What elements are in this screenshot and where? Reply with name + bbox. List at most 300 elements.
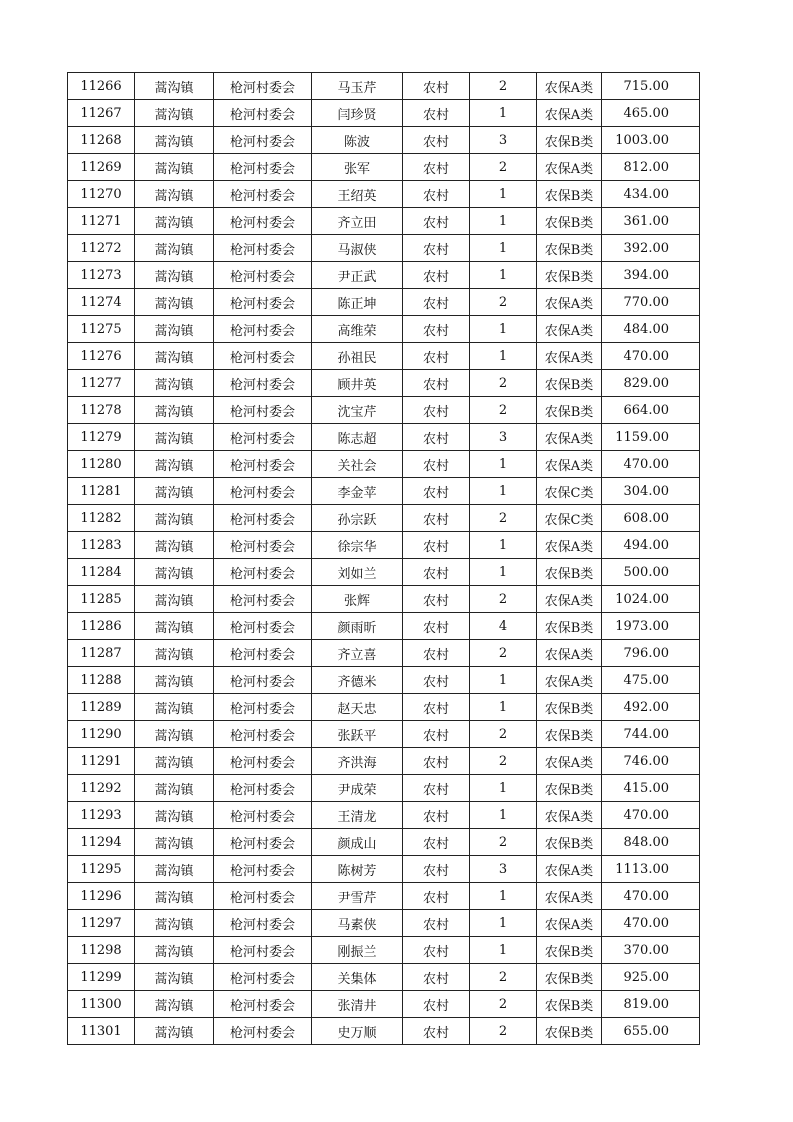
table-row — [68, 262, 700, 289]
town-cell: 蒿沟镇 — [135, 586, 214, 613]
id-cell: 11271 — [68, 208, 135, 235]
name-cell: 沈宝芹 — [312, 397, 403, 424]
area-cell: 农村 — [403, 1018, 470, 1045]
committee-cell: 枪河村委会 — [214, 532, 312, 559]
area-cell: 农村 — [403, 532, 470, 559]
committee-cell: 枪河村委会 — [214, 586, 312, 613]
amount-cell: 1003.00 — [602, 127, 700, 154]
area-cell: 农村 — [403, 262, 470, 289]
table-row — [68, 613, 700, 640]
name-cell: 关社会 — [312, 451, 403, 478]
household-count-cell: 1 — [470, 100, 537, 127]
household-count-cell: 2 — [470, 748, 537, 775]
committee-cell: 枪河村委会 — [214, 289, 312, 316]
category-cell: 农保A类 — [537, 154, 602, 181]
area-cell: 农村 — [403, 613, 470, 640]
name-cell: 刘如兰 — [312, 559, 403, 586]
name-cell: 孙祖民 — [312, 343, 403, 370]
household-count-cell: 2 — [470, 964, 537, 991]
committee-cell: 枪河村委会 — [214, 73, 312, 100]
id-cell: 11292 — [68, 775, 135, 802]
name-cell: 尹正武 — [312, 262, 403, 289]
town-cell: 蒿沟镇 — [135, 424, 214, 451]
amount-cell: 500.00 — [602, 559, 700, 586]
category-cell: 农保B类 — [537, 613, 602, 640]
town-cell: 蒿沟镇 — [135, 316, 214, 343]
category-cell: 农保A类 — [537, 343, 602, 370]
town-cell: 蒿沟镇 — [135, 937, 214, 964]
table-row — [68, 100, 700, 127]
category-cell: 农保B类 — [537, 181, 602, 208]
id-cell: 11266 — [68, 73, 135, 100]
town-cell: 蒿沟镇 — [135, 991, 214, 1018]
id-cell: 11279 — [68, 424, 135, 451]
committee-cell: 枪河村委会 — [214, 721, 312, 748]
name-cell: 孙宗跃 — [312, 505, 403, 532]
amount-cell: 1113.00 — [602, 856, 700, 883]
name-cell: 马淑侠 — [312, 235, 403, 262]
household-count-cell: 3 — [470, 856, 537, 883]
household-count-cell: 1 — [470, 694, 537, 721]
name-cell: 齐立喜 — [312, 640, 403, 667]
name-cell: 颜成山 — [312, 829, 403, 856]
town-cell: 蒿沟镇 — [135, 802, 214, 829]
category-cell: 农保A类 — [537, 883, 602, 910]
amount-cell: 796.00 — [602, 640, 700, 667]
area-cell: 农村 — [403, 856, 470, 883]
category-cell: 农保B类 — [537, 829, 602, 856]
committee-cell: 枪河村委会 — [214, 181, 312, 208]
committee-cell: 枪河村委会 — [214, 856, 312, 883]
table-row — [68, 586, 700, 613]
name-cell: 齐德米 — [312, 667, 403, 694]
committee-cell: 枪河村委会 — [214, 910, 312, 937]
household-count-cell: 4 — [470, 613, 537, 640]
town-cell: 蒿沟镇 — [135, 289, 214, 316]
table-row — [68, 343, 700, 370]
table-row — [68, 937, 700, 964]
household-count-cell: 1 — [470, 937, 537, 964]
area-cell: 农村 — [403, 451, 470, 478]
table-row — [68, 694, 700, 721]
area-cell: 农村 — [403, 73, 470, 100]
table-row — [68, 559, 700, 586]
committee-cell: 枪河村委会 — [214, 559, 312, 586]
id-cell: 11288 — [68, 667, 135, 694]
category-cell: 农保B类 — [537, 721, 602, 748]
household-count-cell: 2 — [470, 991, 537, 1018]
id-cell: 11300 — [68, 991, 135, 1018]
household-count-cell: 1 — [470, 235, 537, 262]
committee-cell: 枪河村委会 — [214, 343, 312, 370]
name-cell: 史万顺 — [312, 1018, 403, 1045]
town-cell: 蒿沟镇 — [135, 397, 214, 424]
category-cell: 农保A类 — [537, 667, 602, 694]
household-count-cell: 2 — [470, 1018, 537, 1045]
name-cell: 尹雪芹 — [312, 883, 403, 910]
town-cell: 蒿沟镇 — [135, 73, 214, 100]
area-cell: 农村 — [403, 289, 470, 316]
household-count-cell: 2 — [470, 829, 537, 856]
id-cell: 11273 — [68, 262, 135, 289]
amount-cell: 664.00 — [602, 397, 700, 424]
table-row — [68, 532, 700, 559]
table-row — [68, 289, 700, 316]
name-cell: 李金苹 — [312, 478, 403, 505]
area-cell: 农村 — [403, 667, 470, 694]
area-cell: 农村 — [403, 586, 470, 613]
amount-cell: 829.00 — [602, 370, 700, 397]
amount-cell: 812.00 — [602, 154, 700, 181]
household-count-cell: 1 — [470, 316, 537, 343]
committee-cell: 枪河村委会 — [214, 451, 312, 478]
town-cell: 蒿沟镇 — [135, 721, 214, 748]
committee-cell: 枪河村委会 — [214, 640, 312, 667]
id-cell: 11284 — [68, 559, 135, 586]
table-row — [68, 451, 700, 478]
table-row — [68, 1018, 700, 1045]
table-row — [68, 424, 700, 451]
category-cell: 农保B类 — [537, 559, 602, 586]
table-row — [68, 991, 700, 1018]
area-cell: 农村 — [403, 802, 470, 829]
category-cell: 农保B类 — [537, 694, 602, 721]
area-cell: 农村 — [403, 829, 470, 856]
amount-cell: 394.00 — [602, 262, 700, 289]
area-cell: 农村 — [403, 235, 470, 262]
area-cell: 农村 — [403, 478, 470, 505]
id-cell: 11290 — [68, 721, 135, 748]
household-count-cell: 1 — [470, 208, 537, 235]
area-cell: 农村 — [403, 694, 470, 721]
category-cell: 农保B类 — [537, 235, 602, 262]
table-row — [68, 640, 700, 667]
category-cell: 农保B类 — [537, 208, 602, 235]
committee-cell: 枪河村委会 — [214, 1018, 312, 1045]
town-cell: 蒿沟镇 — [135, 532, 214, 559]
household-count-cell: 1 — [470, 559, 537, 586]
amount-cell: 925.00 — [602, 964, 700, 991]
table-row — [68, 775, 700, 802]
id-cell: 11278 — [68, 397, 135, 424]
area-cell: 农村 — [403, 100, 470, 127]
committee-cell: 枪河村委会 — [214, 397, 312, 424]
amount-cell: 1024.00 — [602, 586, 700, 613]
amount-cell: 415.00 — [602, 775, 700, 802]
amount-cell: 304.00 — [602, 478, 700, 505]
table-row — [68, 235, 700, 262]
category-cell: 农保A类 — [537, 316, 602, 343]
town-cell: 蒿沟镇 — [135, 883, 214, 910]
household-count-cell: 2 — [470, 154, 537, 181]
town-cell: 蒿沟镇 — [135, 451, 214, 478]
amount-cell: 819.00 — [602, 991, 700, 1018]
area-cell: 农村 — [403, 775, 470, 802]
name-cell: 王清龙 — [312, 802, 403, 829]
category-cell: 农保B类 — [537, 397, 602, 424]
amount-cell: 470.00 — [602, 910, 700, 937]
category-cell: 农保A类 — [537, 856, 602, 883]
table-row — [68, 316, 700, 343]
household-count-cell: 1 — [470, 775, 537, 802]
household-count-cell: 2 — [470, 370, 537, 397]
committee-cell: 枪河村委会 — [214, 667, 312, 694]
table-row — [68, 667, 700, 694]
id-cell: 11289 — [68, 694, 135, 721]
amount-cell: 465.00 — [602, 100, 700, 127]
committee-cell: 枪河村委会 — [214, 208, 312, 235]
name-cell: 张辉 — [312, 586, 403, 613]
committee-cell: 枪河村委会 — [214, 127, 312, 154]
amount-cell: 744.00 — [602, 721, 700, 748]
town-cell: 蒿沟镇 — [135, 208, 214, 235]
area-cell: 农村 — [403, 964, 470, 991]
id-cell: 11296 — [68, 883, 135, 910]
name-cell: 张清井 — [312, 991, 403, 1018]
committee-cell: 枪河村委会 — [214, 883, 312, 910]
id-cell: 11283 — [68, 532, 135, 559]
town-cell: 蒿沟镇 — [135, 343, 214, 370]
amount-cell: 434.00 — [602, 181, 700, 208]
name-cell: 齐立田 — [312, 208, 403, 235]
town-cell: 蒿沟镇 — [135, 262, 214, 289]
id-cell: 11286 — [68, 613, 135, 640]
household-count-cell: 2 — [470, 586, 537, 613]
id-cell: 11269 — [68, 154, 135, 181]
table-body — [68, 73, 700, 1045]
id-cell: 11276 — [68, 343, 135, 370]
town-cell: 蒿沟镇 — [135, 964, 214, 991]
name-cell: 徐宗华 — [312, 532, 403, 559]
amount-cell: 470.00 — [602, 451, 700, 478]
committee-cell: 枪河村委会 — [214, 100, 312, 127]
table-row — [68, 964, 700, 991]
table-row — [68, 829, 700, 856]
committee-cell: 枪河村委会 — [214, 991, 312, 1018]
household-count-cell: 2 — [470, 73, 537, 100]
category-cell: 农保A类 — [537, 73, 602, 100]
category-cell: 农保A类 — [537, 748, 602, 775]
household-count-cell: 1 — [470, 532, 537, 559]
name-cell: 闫珍贤 — [312, 100, 403, 127]
household-count-cell: 2 — [470, 505, 537, 532]
area-cell: 农村 — [403, 316, 470, 343]
name-cell: 陈志超 — [312, 424, 403, 451]
household-count-cell: 1 — [470, 883, 537, 910]
committee-cell: 枪河村委会 — [214, 505, 312, 532]
household-count-cell: 2 — [470, 397, 537, 424]
town-cell: 蒿沟镇 — [135, 127, 214, 154]
id-cell: 11293 — [68, 802, 135, 829]
id-cell: 11277 — [68, 370, 135, 397]
area-cell: 农村 — [403, 397, 470, 424]
category-cell: 农保B类 — [537, 964, 602, 991]
area-cell: 农村 — [403, 991, 470, 1018]
name-cell: 颜雨昕 — [312, 613, 403, 640]
area-cell: 农村 — [403, 154, 470, 181]
area-cell: 农村 — [403, 127, 470, 154]
name-cell: 马玉芹 — [312, 73, 403, 100]
amount-cell: 1159.00 — [602, 424, 700, 451]
committee-cell: 枪河村委会 — [214, 937, 312, 964]
amount-cell: 848.00 — [602, 829, 700, 856]
town-cell: 蒿沟镇 — [135, 856, 214, 883]
id-cell: 11281 — [68, 478, 135, 505]
category-cell: 农保C类 — [537, 505, 602, 532]
id-cell: 11268 — [68, 127, 135, 154]
area-cell: 农村 — [403, 721, 470, 748]
town-cell: 蒿沟镇 — [135, 748, 214, 775]
household-count-cell: 2 — [470, 721, 537, 748]
name-cell: 张军 — [312, 154, 403, 181]
category-cell: 农保A类 — [537, 100, 602, 127]
category-cell: 农保A类 — [537, 532, 602, 559]
category-cell: 农保A类 — [537, 451, 602, 478]
household-count-cell: 3 — [470, 127, 537, 154]
household-count-cell: 1 — [470, 343, 537, 370]
amount-cell: 494.00 — [602, 532, 700, 559]
town-cell: 蒿沟镇 — [135, 235, 214, 262]
town-cell: 蒿沟镇 — [135, 613, 214, 640]
household-count-cell: 1 — [470, 262, 537, 289]
category-cell: 农保A类 — [537, 910, 602, 937]
committee-cell: 枪河村委会 — [214, 613, 312, 640]
town-cell: 蒿沟镇 — [135, 505, 214, 532]
id-cell: 11299 — [68, 964, 135, 991]
household-count-cell: 1 — [470, 451, 537, 478]
household-count-cell: 1 — [470, 667, 537, 694]
name-cell: 陈正坤 — [312, 289, 403, 316]
category-cell: 农保A类 — [537, 802, 602, 829]
category-cell: 农保A类 — [537, 289, 602, 316]
table-row — [68, 856, 700, 883]
category-cell: 农保A类 — [537, 640, 602, 667]
amount-cell: 608.00 — [602, 505, 700, 532]
area-cell: 农村 — [403, 559, 470, 586]
area-cell: 农村 — [403, 937, 470, 964]
amount-cell: 370.00 — [602, 937, 700, 964]
household-count-cell: 1 — [470, 910, 537, 937]
category-cell: 农保C类 — [537, 478, 602, 505]
committee-cell: 枪河村委会 — [214, 370, 312, 397]
name-cell: 高维荣 — [312, 316, 403, 343]
town-cell: 蒿沟镇 — [135, 694, 214, 721]
town-cell: 蒿沟镇 — [135, 154, 214, 181]
id-cell: 11274 — [68, 289, 135, 316]
category-cell: 农保B类 — [537, 370, 602, 397]
amount-cell: 470.00 — [602, 883, 700, 910]
area-cell: 农村 — [403, 370, 470, 397]
table-row — [68, 397, 700, 424]
table-row — [68, 181, 700, 208]
committee-cell: 枪河村委会 — [214, 154, 312, 181]
town-cell: 蒿沟镇 — [135, 640, 214, 667]
amount-cell: 1973.00 — [602, 613, 700, 640]
name-cell: 尹成荣 — [312, 775, 403, 802]
name-cell: 齐洪海 — [312, 748, 403, 775]
id-cell: 11294 — [68, 829, 135, 856]
id-cell: 11267 — [68, 100, 135, 127]
town-cell: 蒿沟镇 — [135, 478, 214, 505]
town-cell: 蒿沟镇 — [135, 910, 214, 937]
amount-cell: 715.00 — [602, 73, 700, 100]
id-cell: 11270 — [68, 181, 135, 208]
table-row — [68, 154, 700, 181]
id-cell: 11301 — [68, 1018, 135, 1045]
category-cell: 农保B类 — [537, 937, 602, 964]
amount-cell: 484.00 — [602, 316, 700, 343]
household-count-cell: 1 — [470, 478, 537, 505]
committee-cell: 枪河村委会 — [214, 802, 312, 829]
id-cell: 11272 — [68, 235, 135, 262]
household-count-cell: 3 — [470, 424, 537, 451]
area-cell: 农村 — [403, 883, 470, 910]
id-cell: 11282 — [68, 505, 135, 532]
town-cell: 蒿沟镇 — [135, 370, 214, 397]
committee-cell: 枪河村委会 — [214, 694, 312, 721]
committee-cell: 枪河村委会 — [214, 316, 312, 343]
name-cell: 关集体 — [312, 964, 403, 991]
amount-cell: 492.00 — [602, 694, 700, 721]
id-cell: 11280 — [68, 451, 135, 478]
table-row — [68, 478, 700, 505]
amount-cell: 361.00 — [602, 208, 700, 235]
town-cell: 蒿沟镇 — [135, 181, 214, 208]
amount-cell: 475.00 — [602, 667, 700, 694]
id-cell: 11298 — [68, 937, 135, 964]
id-cell: 11297 — [68, 910, 135, 937]
category-cell: 农保B类 — [537, 262, 602, 289]
household-count-cell: 1 — [470, 802, 537, 829]
table-row — [68, 370, 700, 397]
area-cell: 农村 — [403, 343, 470, 370]
category-cell: 农保B类 — [537, 991, 602, 1018]
data-table — [67, 72, 700, 1045]
town-cell: 蒿沟镇 — [135, 775, 214, 802]
committee-cell: 枪河村委会 — [214, 829, 312, 856]
name-cell: 马素侠 — [312, 910, 403, 937]
name-cell: 陈树芳 — [312, 856, 403, 883]
table-row — [68, 73, 700, 100]
id-cell: 11291 — [68, 748, 135, 775]
table-row — [68, 748, 700, 775]
area-cell: 农村 — [403, 424, 470, 451]
name-cell: 刚振兰 — [312, 937, 403, 964]
committee-cell: 枪河村委会 — [214, 262, 312, 289]
area-cell: 农村 — [403, 748, 470, 775]
category-cell: 农保B类 — [537, 775, 602, 802]
name-cell: 赵天忠 — [312, 694, 403, 721]
category-cell: 农保B类 — [537, 127, 602, 154]
id-cell: 11295 — [68, 856, 135, 883]
amount-cell: 770.00 — [602, 289, 700, 316]
committee-cell: 枪河村委会 — [214, 748, 312, 775]
committee-cell: 枪河村委会 — [214, 235, 312, 262]
id-cell: 11275 — [68, 316, 135, 343]
category-cell: 农保A类 — [537, 586, 602, 613]
table-row — [68, 721, 700, 748]
household-count-cell: 2 — [470, 289, 537, 316]
area-cell: 农村 — [403, 181, 470, 208]
id-cell: 11285 — [68, 586, 135, 613]
committee-cell: 枪河村委会 — [214, 478, 312, 505]
committee-cell: 枪河村委会 — [214, 424, 312, 451]
area-cell: 农村 — [403, 505, 470, 532]
area-cell: 农村 — [403, 640, 470, 667]
area-cell: 农村 — [403, 910, 470, 937]
table-row — [68, 208, 700, 235]
name-cell: 陈波 — [312, 127, 403, 154]
